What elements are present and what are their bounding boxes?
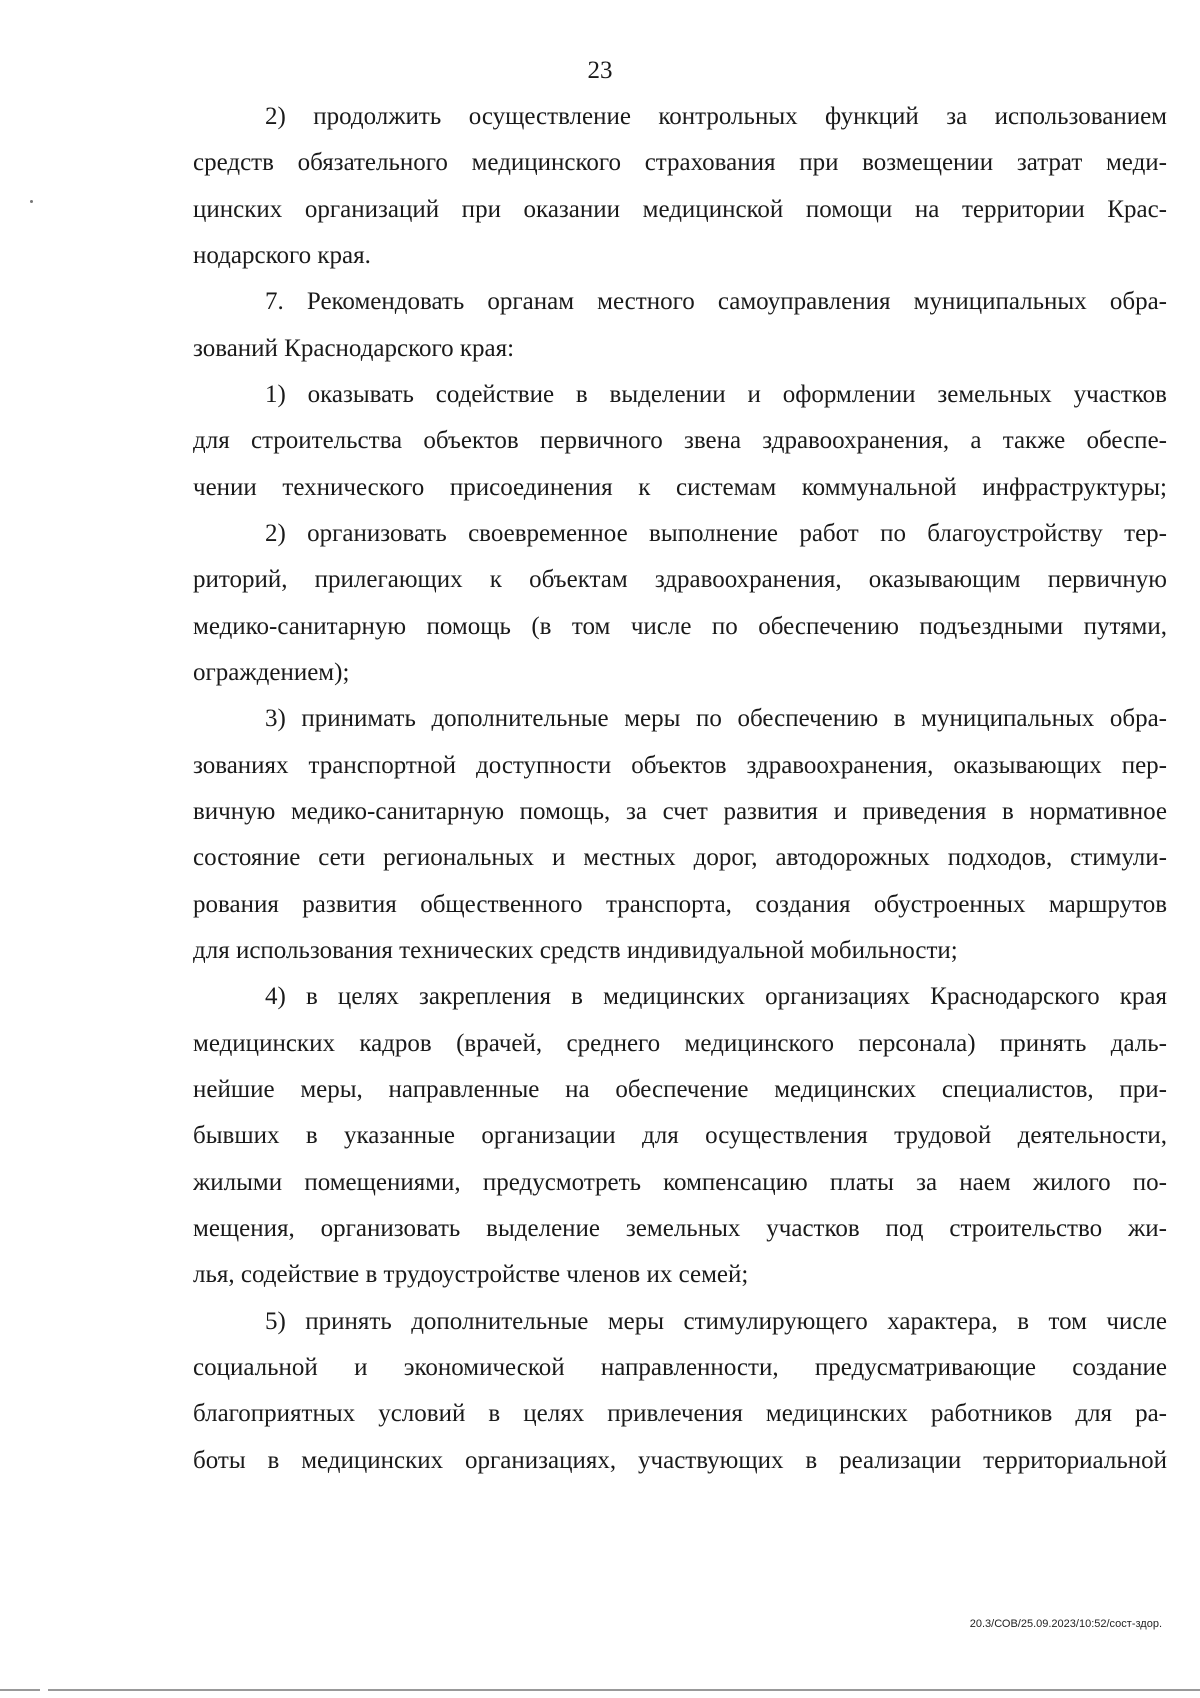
text-line: 5) принять дополнительные меры стимулирующего характера, в том числе	[265, 1308, 1167, 1335]
text-line: зованиях транспортной доступности объектов здравоохранения, оказывающих пер-	[193, 752, 1167, 779]
text-line: 1) оказывать содействие в выделении и оформлении земельных участков	[265, 381, 1167, 408]
scan-artifact	[30, 200, 33, 203]
text-line: риторий, прилегающих к объектам здравоохранения, оказывающим первичную	[193, 566, 1167, 593]
text-line: бывших в указанные организации для осуществления трудовой деятельности,	[193, 1122, 1167, 1149]
text-line: состояние сети региональных и местных дорог, автодорожных подходов, стимули-	[193, 844, 1167, 871]
text-line: социальной и экономической направленности, предусматривающие создание	[193, 1354, 1167, 1381]
text-line: нейшие меры, направленные на обеспечение медицинских специалистов, при-	[193, 1076, 1167, 1103]
text-line: цинских организаций при оказании медицинской помощи на территории Крас-	[193, 196, 1167, 223]
text-line: 3) принимать дополнительные меры по обеспечению в муниципальных обра-	[265, 705, 1167, 732]
text-line: вичную медико-санитарную помощь, за счет развития и приведения в нормативное	[193, 798, 1167, 825]
text-line: для использования технических средств индивидуальной мобильности;	[193, 937, 958, 964]
text-line: нодарского края.	[193, 242, 371, 269]
text-line: 7. Рекомендовать органам местного самоуправления муниципальных обра-	[265, 288, 1167, 315]
text-line: лья, содействие в трудоустройстве членов их семей;	[193, 1261, 749, 1288]
text-line: средств обязательного медицинского страхования при возмещении затрат меди-	[193, 149, 1167, 176]
text-line: медицинских кадров (врачей, среднего медицинского персонала) принять даль-	[193, 1030, 1167, 1057]
text-line: рования развития общественного транспорта, создания обустроенных маршрутов	[193, 891, 1167, 918]
text-line: благоприятных условий в целях привлечения медицинских работников для ра-	[193, 1400, 1167, 1427]
page-bottom-edge	[0, 1689, 1200, 1691]
text-line: для строительства объектов первичного звена здравоохранения, а также обеспе-	[193, 427, 1167, 454]
text-line: чении технического присоединения к системам коммунальной инфраструктуры;	[193, 474, 1167, 501]
document-registration-code: 20.3/СОВ/25.09.2023/10:52/сост-здор.	[969, 1618, 1162, 1630]
text-line: ограждением);	[193, 659, 350, 686]
text-line: мещения, организовать выделение земельных участков под строительство жи-	[193, 1215, 1167, 1242]
text-line: зований Краснодарского края:	[193, 335, 515, 362]
text-line: боты в медицинских организациях, участвующих в реализации территориальной	[193, 1447, 1167, 1474]
text-line: 2) продолжить осуществление контрольных функций за использованием	[265, 103, 1167, 130]
text-line: медико-санитарную помощь (в том числе по обеспечению подъездными путями,	[193, 613, 1167, 640]
text-line: жилыми помещениями, предусмотреть компенсацию платы за наем жилого по-	[193, 1169, 1167, 1196]
page-number: 23	[587, 57, 613, 84]
text-line: 4) в целях закрепления в медицинских организациях Краснодарского края	[265, 983, 1167, 1010]
text-line: 2) организовать своевременное выполнение работ по благоустройству тер-	[265, 520, 1167, 547]
